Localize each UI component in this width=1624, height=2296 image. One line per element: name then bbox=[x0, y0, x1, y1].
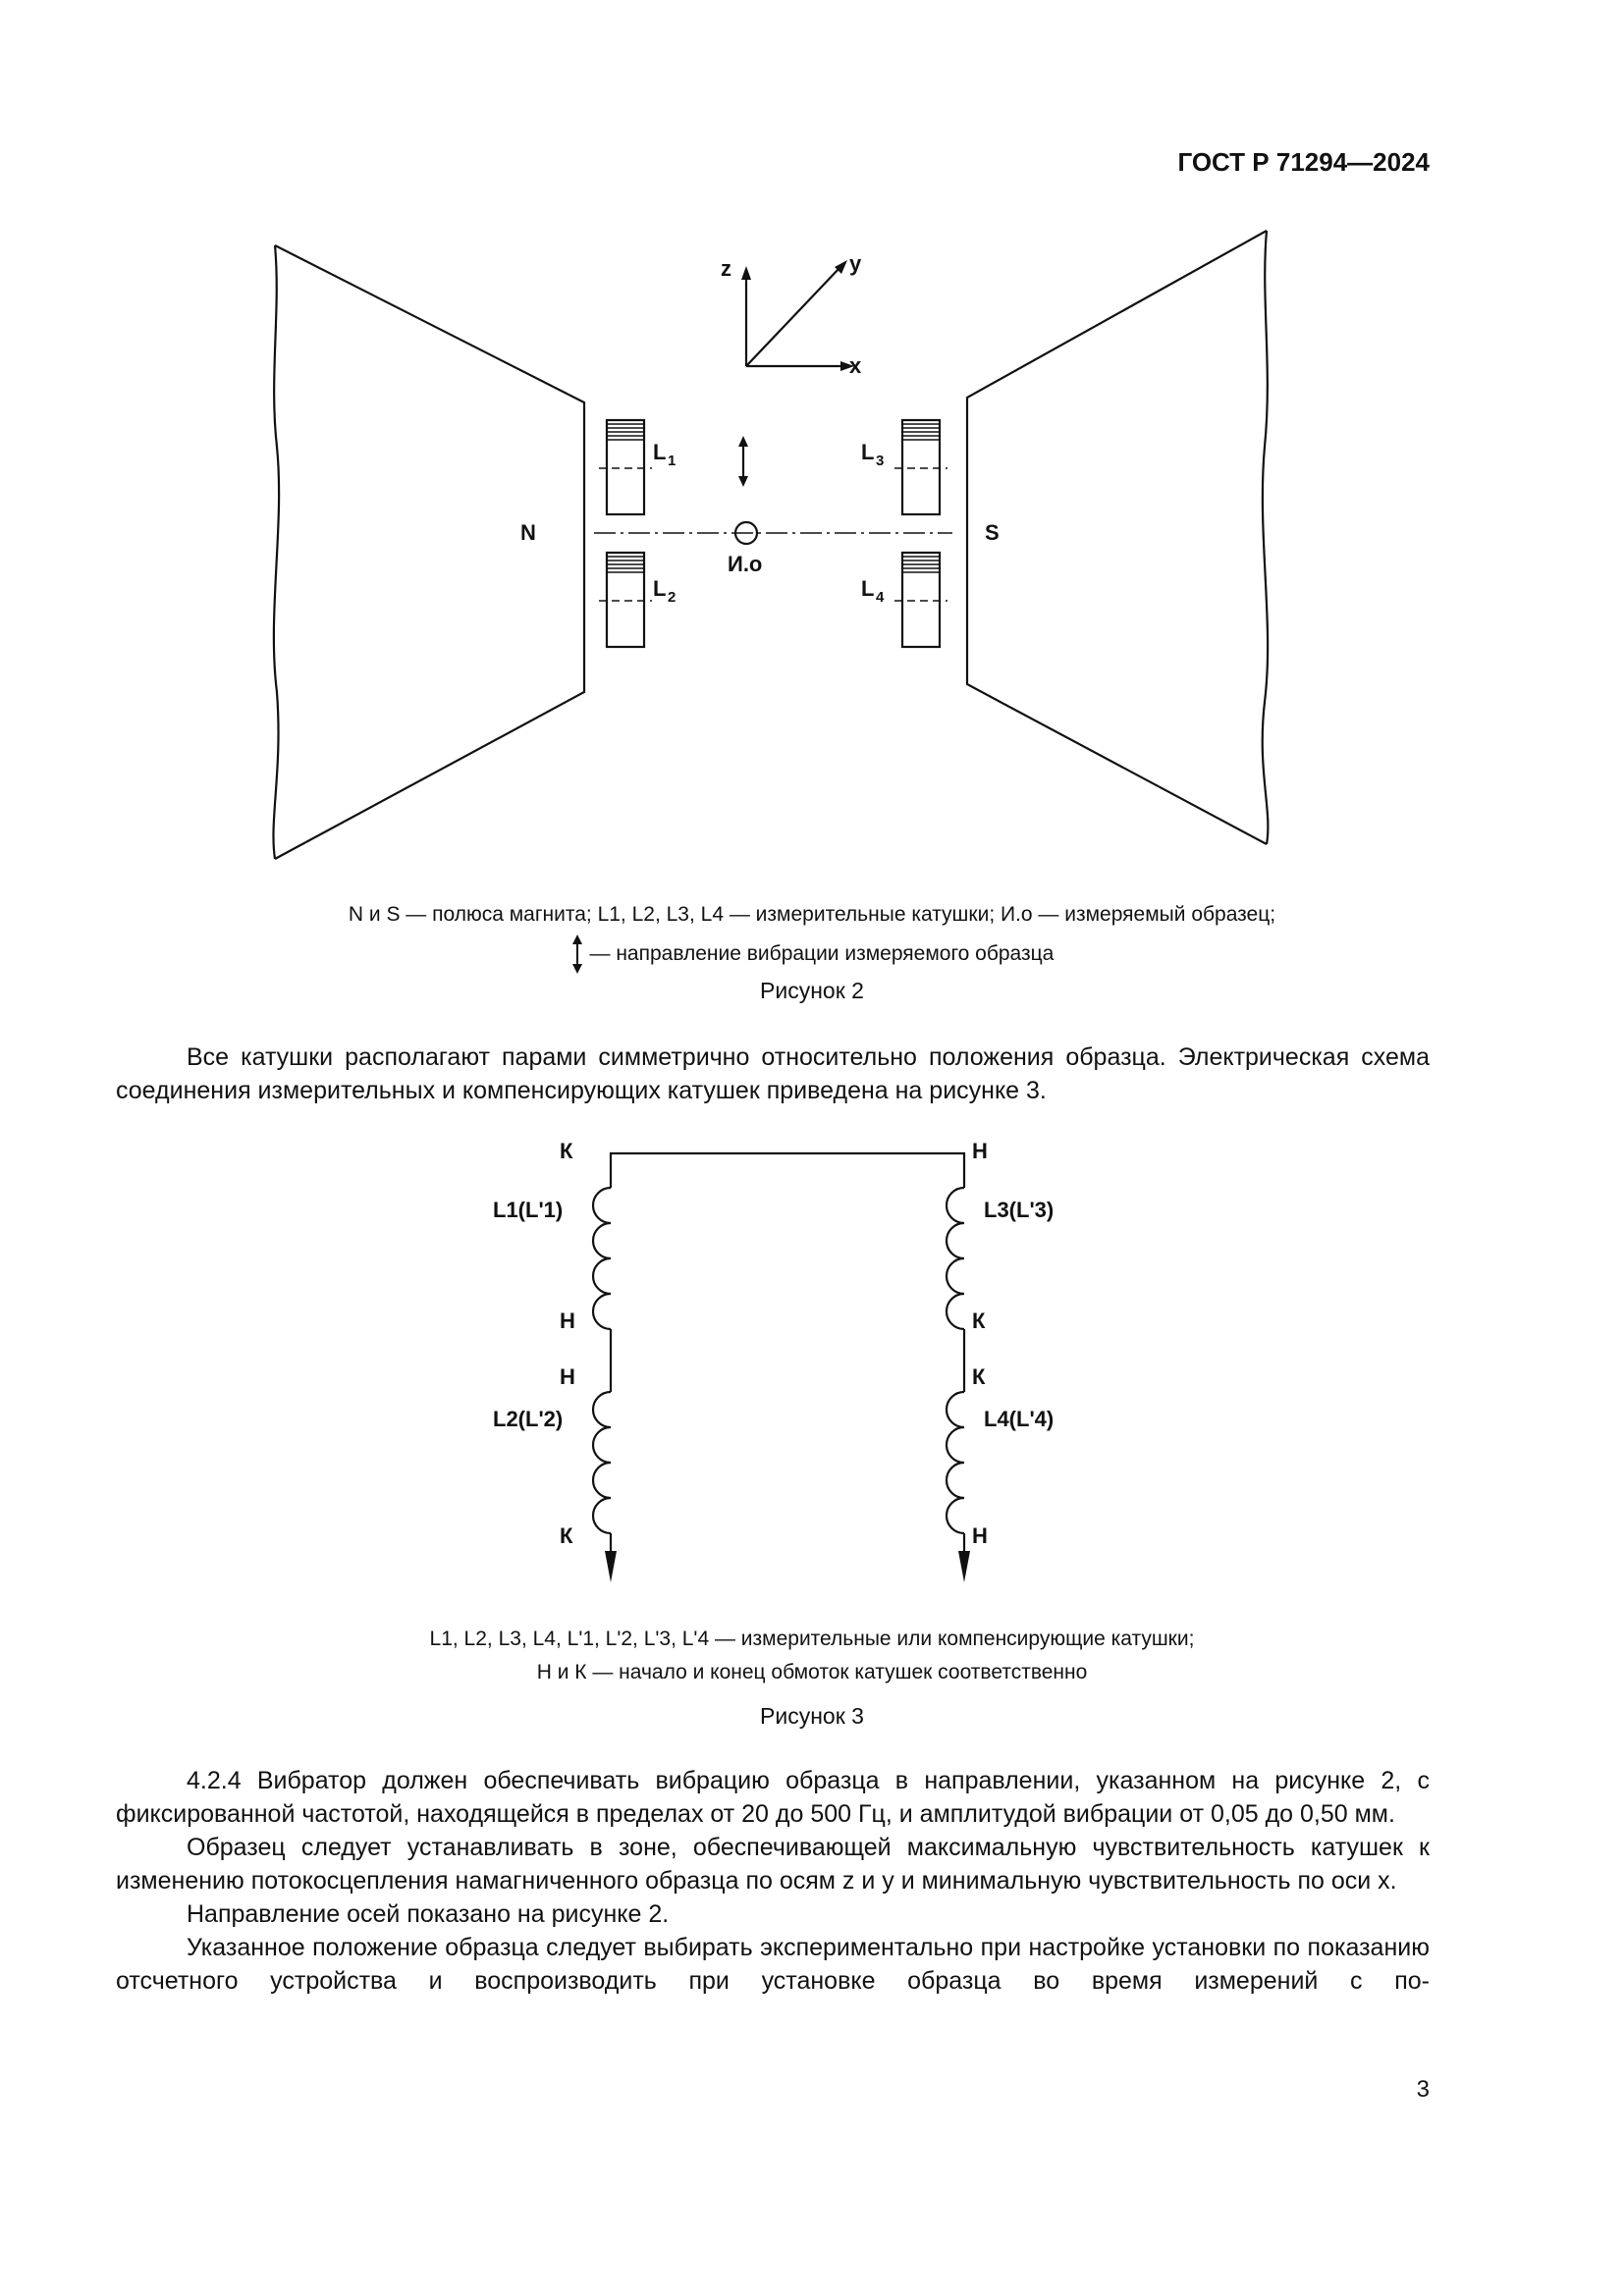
document-code-header: ГОСТ Р 71294—2024 bbox=[1177, 147, 1430, 177]
pole-s-label: S bbox=[985, 520, 1000, 545]
right-top-terminal-label: Н bbox=[972, 1139, 988, 1163]
axis-x-label: x bbox=[849, 353, 862, 378]
left-mid-terminal-2-label: Н bbox=[560, 1364, 575, 1389]
sample-label: И.о bbox=[728, 552, 763, 576]
coil-l4-label: L4(L'4) bbox=[984, 1407, 1055, 1431]
pole-n-break-line bbox=[273, 245, 279, 859]
paragraph-text: Все катушки располагают парами симметрично относительно положения образца. Электрическая схема соединения измерительных и компенсирующих катушек приведена на рисунке 3. bbox=[116, 1043, 1430, 1104]
figure-3-caption-line-2: Н и К — начало и конец обмоток катушек соответственно bbox=[536, 1661, 1088, 1683]
vibration-arrowhead-up bbox=[738, 436, 748, 447]
coil-l1-body bbox=[607, 420, 644, 514]
pole-n-outline bbox=[275, 245, 584, 859]
axis-y-line bbox=[746, 268, 839, 366]
right-output-arrowhead bbox=[958, 1551, 970, 1582]
figure-3-title: Рисунок 3 bbox=[760, 1703, 864, 1729]
coil-l1-winding bbox=[593, 1188, 611, 1329]
axis-z-arrowhead bbox=[741, 266, 751, 280]
coil-l2-label: L2(L'2) bbox=[493, 1407, 564, 1431]
coil-l2-body bbox=[607, 553, 644, 647]
left-mid-terminal-1-label: Н bbox=[560, 1308, 575, 1333]
pole-s-outline bbox=[967, 231, 1267, 844]
right-mid-terminal-1-label: К bbox=[972, 1308, 986, 1333]
figure-2-caption-text: — направление вибрации измеряемого образца bbox=[589, 942, 1055, 965]
figure-3-caption-line-1: L1, L2, L3, L4, L'1, L'2, L'3, L'4 — измерительные или компенсирующие катушки; bbox=[429, 1628, 1195, 1650]
section-paragraph-1: 4.2.4 Вибратор должен обеспечивать вибрацию образца в направлении, указанном на рисунке 2, с фиксированной частотой, находящейся в пределах от 20 до 500 Гц, и амплитудой вибрации от 0,05 до 0,50 мм. bbox=[116, 1767, 1430, 1828]
coil-l1-label: L bbox=[653, 440, 667, 464]
coil-l3-label: L3(L'3) bbox=[984, 1198, 1055, 1222]
coil-l1-sub: 1 bbox=[668, 453, 677, 469]
right-mid-terminal-2-label: К bbox=[972, 1364, 986, 1389]
vibration-direction-icon bbox=[570, 934, 584, 974]
axis-y-label: y bbox=[849, 251, 862, 276]
coil-l4-winding bbox=[947, 1392, 964, 1533]
vibration-arrowhead-down bbox=[738, 476, 748, 487]
left-bottom-terminal-label: К bbox=[560, 1523, 573, 1548]
section-4-2-4-text bbox=[116, 1764, 1430, 1998]
figure-2-magnet-diagram bbox=[255, 221, 1296, 879]
left-output-arrowhead bbox=[605, 1551, 617, 1582]
top-connecting-wire bbox=[611, 1153, 964, 1188]
section-paragraph-4: Указанное положение образца следует выбирать экспериментально при настройке установки по показанию отсчетного устройства и воспроизводить при установке образца во время измерений с по- bbox=[116, 1934, 1430, 1995]
coil-l2-label: L bbox=[653, 576, 667, 601]
paragraph-coils-arrangement bbox=[116, 1041, 1430, 1107]
pole-s-break-line bbox=[1263, 231, 1269, 844]
figure-2-title: Рисунок 2 bbox=[760, 978, 864, 1003]
left-top-terminal-label: К bbox=[560, 1139, 573, 1163]
coil-l4-sub: 4 bbox=[876, 589, 885, 606]
coil-l2-sub: 2 bbox=[668, 589, 677, 606]
coil-l3-winding bbox=[947, 1188, 964, 1329]
figure-2-caption-line-2 bbox=[0, 934, 1624, 974]
coil-l1-label: L1(L'1) bbox=[493, 1198, 564, 1222]
coil-l4-label: L bbox=[861, 576, 875, 601]
right-bottom-terminal-label: Н bbox=[972, 1523, 988, 1548]
coil-l3-body bbox=[902, 420, 940, 514]
axis-z-label: z bbox=[721, 256, 731, 281]
figure-2-caption-line-1: N и S — полюса магнита; L1, L2, L3, L4 — измерительные катушки; И.о — измеряемый образец; bbox=[348, 903, 1276, 926]
coil-l3-label: L bbox=[861, 440, 875, 464]
coil-l3-sub: 3 bbox=[876, 453, 885, 469]
pole-n-label: N bbox=[520, 520, 536, 545]
section-paragraph-3: Направление осей показано на рисунке 2. bbox=[187, 1900, 670, 1928]
section-paragraph-2: Образец следует устанавливать в зоне, обеспечивающей максимальную чувствительность катушек к изменению потокосцепления намагниченного образца по осям z и y и минимальную чувствительность по оси x. bbox=[116, 1834, 1430, 1895]
page-number: 3 bbox=[1416, 2076, 1430, 2103]
coil-l2-winding bbox=[593, 1392, 611, 1533]
figure-3-wiring-diagram bbox=[461, 1129, 1149, 1600]
coil-l4-body bbox=[902, 553, 940, 647]
